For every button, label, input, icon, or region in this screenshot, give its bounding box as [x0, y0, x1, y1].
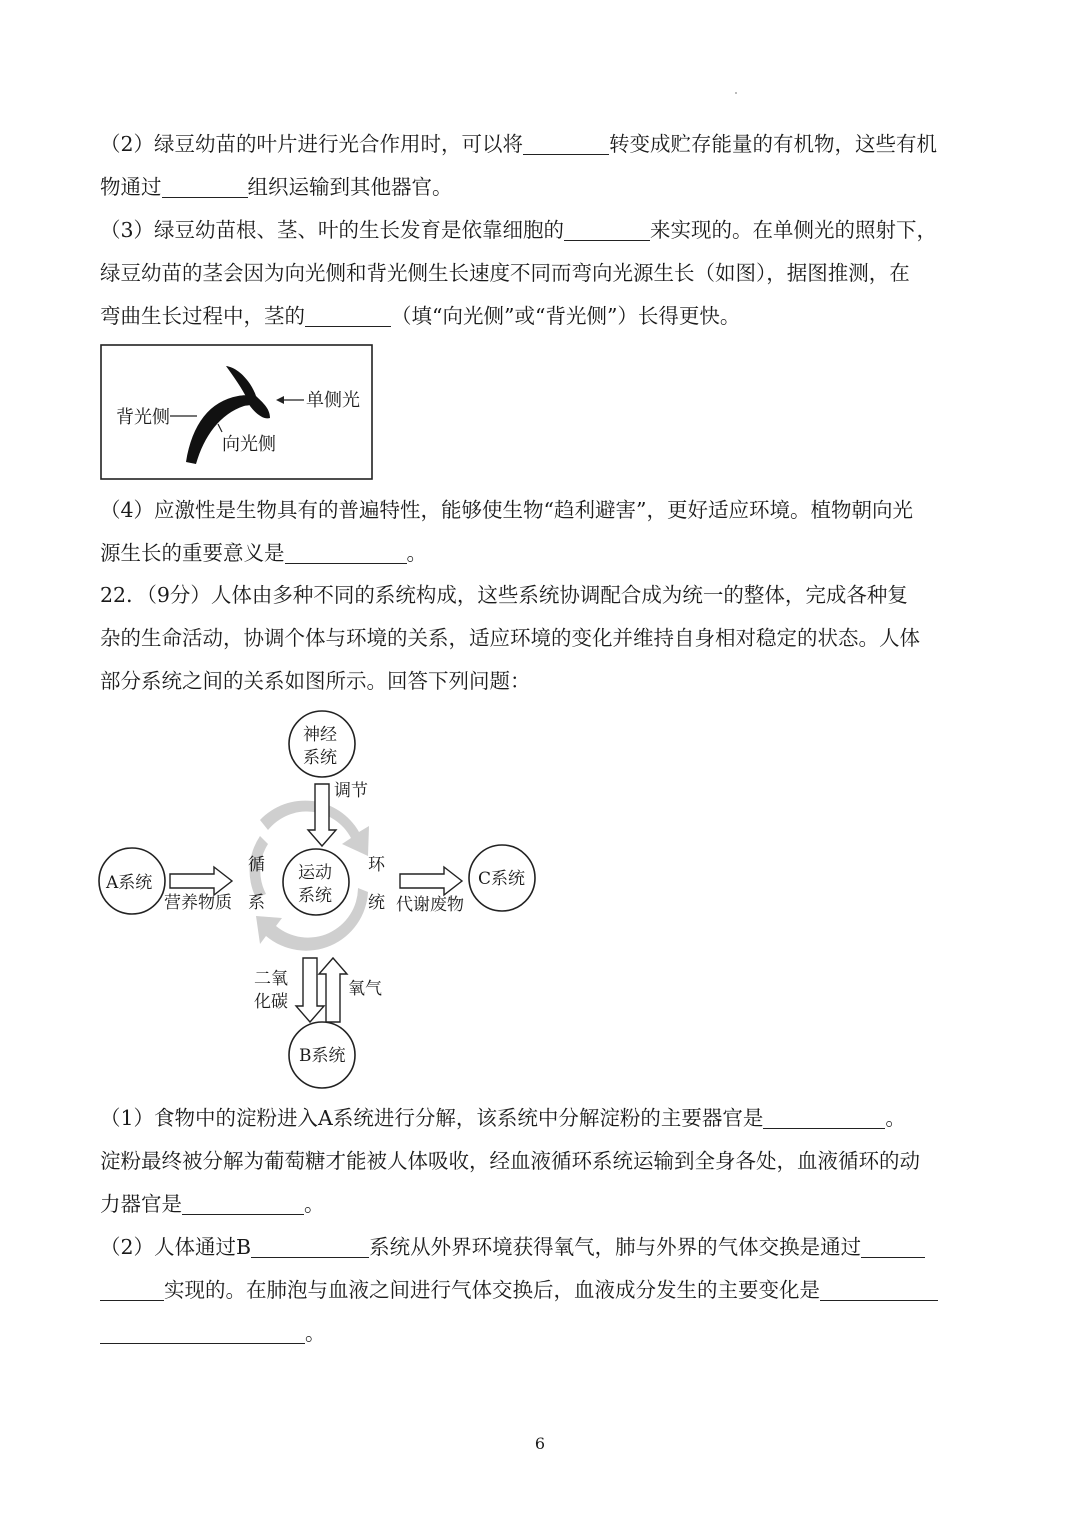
q22-s1-line1: （1）食物中的淀粉进入A系统进行分解，该系统中分解淀粉的主要器官是 。 [100, 1106, 906, 1130]
q22-line1: 22．（9分）人体由多种不同的系统构成，这些系统协调配合成为统一的整体，完成各种复 [100, 583, 908, 607]
answer-blank[interactable] [861, 1235, 925, 1258]
answer-blank[interactable] [162, 175, 248, 198]
co2-label-1: 二氧 [254, 969, 288, 989]
nerve-label-2: 系统 [303, 748, 337, 768]
circ-char-4: 统 [368, 893, 385, 913]
q22-s1-line3: 力器官是 。 [100, 1192, 325, 1216]
b-system-label: B系统 [299, 1046, 346, 1066]
q21-part4 [100, 489, 982, 575]
q21-p3-line3: 弯曲生长过程中，茎的 （填“向光侧”或“背光侧”）长得更快。 [100, 304, 741, 328]
q21-p2-line2: 物通过 组织运输到其他器官。 [100, 175, 453, 199]
q22-stem [100, 574, 982, 703]
q21-p3-line2: 绿豆幼苗的茎会因为向光侧和背光侧生长速度不同而弯向光源生长（如图），据图推测，在 [100, 261, 910, 285]
q22-s1-line2: 淀粉最终被分解为葡萄糖才能被人体吸收，经血液循环系统运输到全身各处，血液循环的动 [100, 1149, 920, 1173]
answer-blank-cont[interactable] [100, 1321, 305, 1344]
c-system-label: C系统 [478, 869, 526, 889]
answer-blank[interactable] [564, 218, 650, 241]
answer-blank[interactable] [305, 304, 391, 327]
circ-char-2: 系 [248, 893, 265, 913]
circ-char-3: 环 [368, 855, 385, 875]
q22-subquestions [100, 1097, 982, 1355]
nutrients-label: 营养物质 [164, 893, 232, 913]
q22-s2-line2: 实现的。在肺泡与血液之间进行气体交换后，血液成分发生的主要变化是 [100, 1269, 982, 1312]
circ-char-1: 循 [248, 855, 265, 875]
q21-p4-line2: 源生长的重要意义是 。 [100, 541, 427, 565]
q22-s2-line1: （2）人体通过B 系统从外界环境获得氧气，肺与外界的气体交换是通过 [100, 1226, 982, 1269]
answer-blank[interactable] [763, 1106, 885, 1129]
label-light-side: 向光侧 [222, 434, 276, 455]
label-back-side: 背光侧 [116, 407, 170, 428]
answer-blank-cont[interactable] [100, 1278, 164, 1301]
speck [735, 92, 737, 94]
a-system-label: A系统 [106, 873, 153, 893]
answer-blank[interactable] [820, 1278, 938, 1301]
body-systems-diagram [96, 704, 546, 1092]
label-light: 单侧光 [306, 390, 360, 411]
answer-blank[interactable] [251, 1235, 369, 1258]
motion-label-1: 运动 [298, 863, 332, 883]
answer-blank[interactable] [523, 132, 609, 155]
q21-part2-3 [100, 123, 982, 338]
motion-label-2: 系统 [298, 886, 332, 906]
answer-blank[interactable] [285, 541, 407, 564]
waste-label: 代谢废物 [396, 895, 464, 915]
q22-s2-line3: 。 [100, 1312, 982, 1355]
answer-blank[interactable] [182, 1192, 304, 1215]
page-number: 6 [534, 1434, 546, 1453]
phototropism-figure [100, 344, 374, 481]
q21-p4-line1: （4）应激性是生物具有的普遍特性，能够使生物“趋利避害”，更好适应环境。植物朝向光 [100, 498, 914, 522]
nerve-label-1: 神经 [303, 725, 337, 745]
q22-line3: 部分系统之间的关系如图所示。回答下列问题： [100, 669, 531, 693]
q21-p3-line1: （3）绿豆幼苗根、茎、叶的生长发育是依靠细胞的 来实现的。在单侧光的照射下， [100, 218, 938, 242]
q21-p2-line1: （2）绿豆幼苗的叶片进行光合作用时，可以将 转变成贮存能量的有机物，这些有机 [100, 132, 938, 156]
oxygen-label: 氧气 [348, 979, 382, 999]
regulate-label: 调节 [334, 781, 368, 801]
co2-label-2: 化碳 [254, 992, 288, 1012]
q22-line2: 杂的生命活动，协调个体与环境的关系，适应环境的变化并维持自身相对稳定的状态。人体 [100, 626, 920, 650]
